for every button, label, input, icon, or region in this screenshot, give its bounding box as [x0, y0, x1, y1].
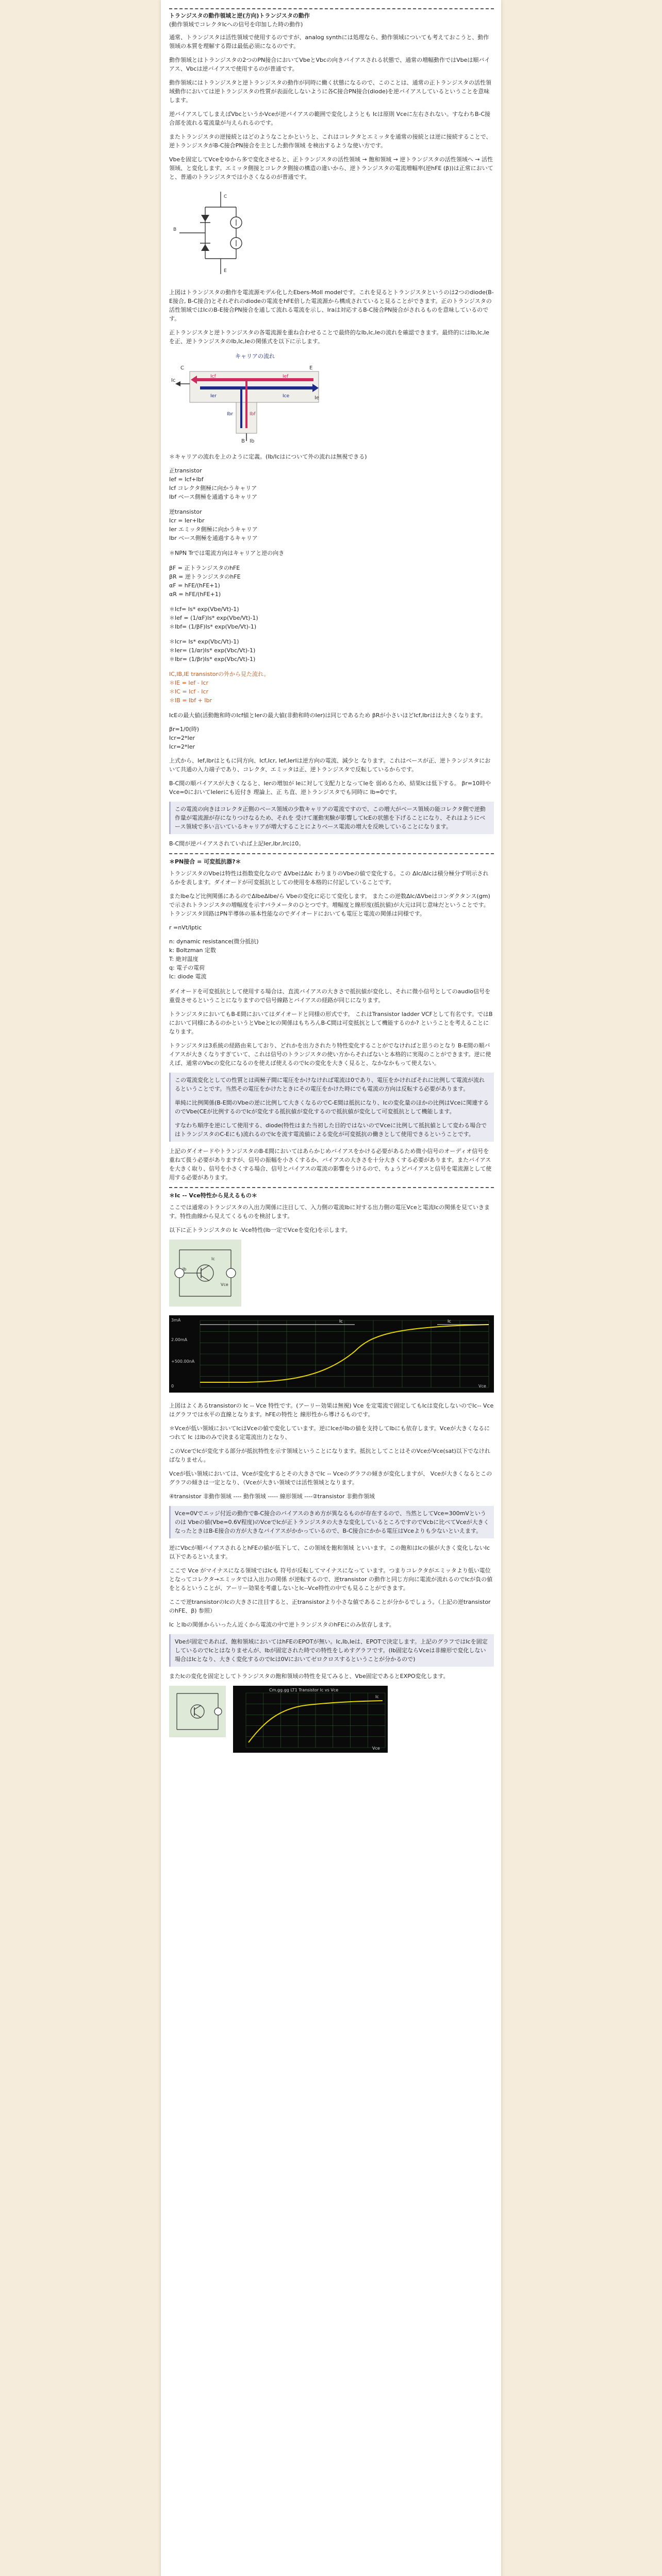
carrier-flow-caption: キャリアの流れ — [235, 353, 275, 360]
dashed-divider — [169, 8, 494, 9]
note-box: Vbeが固定であれば、飽和領域においてはhFEのEPOTが無い。Ic,Ib,Ieは、EPOTで決定します。上記のグラフではIcを固定しているのでIcとはなりませんが、Ibが固定された時での特性をしめすグラフです。(Ib固定ならVceは非線形で変化しない場合はIcとなり、大きく変化するのでIcは0Vにおいてゼロクロスするということが分かるので) — [169, 1634, 494, 1667]
paragraph: Vbeを固定してVceをゆから多で変化させると、正トランジスタの活性領域 → 飽和領域 → 逆トランジスタの活性領域へ → 活性領域、と変化します。エミッタ側接とコレクタ側接の構造の違いから、逆トランジスタの電流増幅率(逆hFE (β))は正常においてと、普通のトランジスタでは小さくなるのが普通です。 — [169, 156, 493, 180]
orange-equation-line: IC,IB,IE transistorの外から見た流れ。 — [169, 671, 270, 677]
article-page — [161, 0, 501, 2576]
paragraph: またトランジスタの逆接続とはどのようなことかというと、これはコレクタとエミッタを通常の接続とは逆に接続することで、逆トランジスタがB-C接合PN接合を主とした動作領域 を検出するような使い方です。 — [169, 133, 492, 149]
note-box — [169, 1073, 494, 1142]
small-trace-label: Vce — [372, 1746, 380, 1751]
box-paragraph: 単純に比例関係(B-E間のVbeの逆に比例して大きくなるのでC-E間は抵抗になり、Icの変化量のほかの比例はVceに関連するのでVbe(CEが比例するのでIcが変化する抵抗値が変化するので抵抗値が変化して可変抵抗として機能します。 — [175, 1099, 489, 1115]
ibf-label: Ibf — [250, 412, 256, 417]
box-paragraph: この電流変化としての性質とは両極子間に電圧をかけなければ電流は0であり、電圧をかければそれに比例して電流が流れるということです。当然その電圧をかけたときにその電圧をかけた時にでも電流の方向は反転する必要があります。 — [175, 1077, 485, 1092]
definition-line: Icf コレクタ側極に向かうキャリア — [169, 485, 257, 492]
paragraph: 逆にVbcが順バイアスされるとhFEの値が低下して、この領域を飽和領域 といいます。この飽和はIcの値が大きく変化しないIc以下であるといえます。 — [169, 1545, 490, 1560]
carrier-note: ＊キャリアの流れを上のように定義。(Ib/Icはについて外の流れは無視できる) — [169, 453, 367, 460]
equation-line: ＊Ier= (1/αr)Is* exp(Vbc/Vt)-1) — [169, 647, 256, 654]
equation-line: ＊Ief = (1/αF)Is* exp(Vbe/Vt)-1) — [169, 615, 258, 621]
y-tick-label: 3mA — [171, 1318, 181, 1323]
equation-line: ＊Ibr= (1/βr)Is* exp(Vbc/Vt)-1) — [169, 656, 256, 663]
paragraph: またIcの変化を固定としてトランジスタの飽和領域の特性を見てみると、Vbe固定であるとEXPO変化します。 — [169, 1673, 449, 1680]
bottom-figures — [169, 1686, 494, 1753]
ice-label: Ice — [283, 394, 290, 399]
carrier-flow-figure — [169, 351, 494, 446]
equation-line: αR = hFE/(hFE+1) — [169, 591, 221, 598]
paragraph: 動作領域にはトランジスタと逆トランジスタの動作が同時に働く状態になるので、このことは、通常の正トランジスタの活性領域動作においては逆トランジスタの性質が表面化しないように各C接合PN接合(diode)を逆バイアスしているということを意味します。 — [169, 79, 491, 104]
variable-list — [169, 937, 494, 981]
paragraph: ここで Vce がマイナスになる領域ではIcも 符号が反転してマイナスになって います。つまりコレクタがエミッタより低い電位となってコレクタ→エミッタでは入出力の関係 が逆転するので、逆transistor の動作と同じ方向に電流が流れるのでIcが負の値をとるということが、アーリー効果を考慮しないとIc--Vce特性の中でも見ることができます。 — [169, 1567, 493, 1591]
ief-label: Ief — [283, 374, 289, 379]
bottom-scope-plot — [233, 1686, 388, 1753]
carrier-flow-diagram — [169, 351, 324, 444]
small-chart-title: Cm.gg.gg LT1 Transistor Ic vs Vce — [269, 1688, 339, 1692]
y-tick-label: 0 — [171, 1384, 174, 1388]
paragraph: 正トランジスタと逆トランジスタの各電流源を重ね合わせることで最終的なIb,Ic,Ieの流れを確認できます。最終的にはIb,Ic,Ieを正、逆トランジスタのIb,Ic,Ieの関係式を以下に示します。 — [169, 329, 489, 345]
ebers-moll-figure — [169, 187, 494, 282]
equation-line: βR = 逆トランジスタのhFE — [169, 573, 241, 580]
paragraph: ④transistor 非動作領域 ---- 動作領域 ----- 線形領域 ----②transistor 非動作領域 — [169, 1493, 375, 1500]
collector-label: C — [224, 194, 227, 199]
paragraph: 動作領域とはトランジスタの2つのPN接合においてVbeとVbcの向きバイアスされる状態で、通常の増幅動作ではVbeは順バイアス、Vbcは逆バイアスで使用するのが普通です。 — [169, 57, 490, 72]
paragraph: 逆バイアスしてしまえばVbcというかVceが逆バイアスの範囲で変化しようとも Icは原則 Vceに左右されない。すなわちB-C接合部を流れる電流量が与えられるのです。 — [169, 111, 491, 126]
ebers-moll-diagram — [169, 187, 272, 279]
definition-line: 逆transistor — [169, 509, 202, 515]
base-label: B — [173, 227, 177, 232]
equation-line: ＊Ibf= (1/βF)Is* exp(Vbe/Vt)-1) — [169, 623, 257, 630]
paragraph: ＊Vceが低い領域においてIcはVceの値で変化しています。逆にIceがIbの値を支持してIbにも依存します。Vceが大きくなるにつれて Ic はIbのみで決まる定電流出力となり、 — [169, 1425, 490, 1440]
paragraph: トランジスタは3系統の経路由来しており、どれかを出力されたり特性変化することがでなければと思うのとなり B-E間の順バイアスが大きくなりすぎていて、これは信号のトランジスタの使い方からそればないと本格的に実現のことができます。逆に使えば、通常のVbcの変化になるのを使えば使えるのでIcの変化を大きく見ると、なかなかもって使えない。 — [169, 1042, 491, 1066]
equation-line: ＊Icf= Is* exp(Vbe/Vt)-1) — [169, 606, 239, 613]
icf-label: Icf — [210, 374, 216, 379]
paragraph: 上記のダイオードやトランジスタのB-E間においてはあらかじめバイアスをかける必要があるため微小信号のオーディオ信号を重ねて扱う必要がありますが、信号の振幅を小さくするか、バイアスの大きさを十分大きくする必要があります。またバイアスを大きく取り、信号を小さくする場合、信号とバイアスの電流の影響をうけるので、ちょうどバイアスと信号を電流源として使用する必要があります。 — [169, 1148, 492, 1181]
ier-label: Ier — [210, 394, 217, 399]
paragraph: ここで逆transistorのIcの大きさに注目すると、正transistorより小さな値であることが分かるでしょう。（上記の逆transistorのhFE、β) 参照） — [169, 1599, 491, 1614]
article-subtitle: (動作領域でコレクタIcへの信号を印加した時の動作) — [169, 21, 303, 28]
terminal-current-list — [169, 670, 494, 705]
measurement-schematic — [169, 1240, 241, 1307]
ic-vce-chart — [169, 1315, 494, 1395]
paragraph: IcEの最大値(活動飽和時のIcf値とIerの最大値(非動和時のIer)は同じであるため βRが小さいほどIcf,Ibrはは大きくなります。 — [169, 712, 487, 719]
paragraph: 上図はトランジスタの動作を電流源モデル化したEbers-Moll modelです。これを見るとトランジスタというのは2つのdiode(B-E接合, B-C接合)とそれぞれのdiodeの電流をhFE倍した電流源から構成されていると見ることができます。正のトランジスタの活性領域ではIcのB-E接合PN接合を通して流れる電流を示し、Iraは対応するB-C接合PN接合がされるものを意味しているのです。 — [169, 289, 494, 322]
box-paragraph: すなわち順序を逆にして使用する、diode(特性はまた当初した目的ではないのでVceに比例して抵抗値として変わる場合ではトランジスタのC-Eにも)流れるのでIcを流す電流値による変化が可変抵抗の働きとして使用できるということです。 — [175, 1122, 487, 1138]
small-trace-label: Ic — [375, 1694, 379, 1699]
paragraph: Ic とIbの関係からいったん近くから電流の中で逆トランジスタのhFEにのみ依存します。 — [169, 1621, 395, 1628]
orange-equation-line: ＊IE = Ief - Icr — [169, 680, 209, 686]
ibr-label: Ibr — [227, 412, 234, 417]
dashed-divider — [169, 853, 494, 854]
paragraph: 通常、トランジスタは活性領域で使用するのですが、analog synthには処理なら、動作領域についても考えておこうと、動作領域の本質を理解する際は最低必須になるのです。 — [169, 34, 489, 49]
variable-line: k: Boltzman 定数 — [169, 947, 216, 954]
paragraph: 上式から、Ief,Ibrはともに同方向、Icf,Icr, Ief,IerIは逆方向の電流、減少と なります。これはベースが正、逆トランジスタにおいて共通の入力端子であり、コレクタ、エミッタは正、逆トランジスタで反転しているからです。 — [169, 757, 491, 773]
paragraph: 上図はよくあるtransistorの Ic -- Vce 特性です。(アーリー効果は無視) Vce を定電流で固定してもIcは変化しないのでIc-- Vceはグラフでは水平の直線となります。hFEの特性と 線形性から導けるものです。 — [169, 1402, 494, 1418]
ic-vce-schematic — [169, 1240, 494, 1309]
formula: r =nVt/Iptic — [169, 924, 202, 931]
equation-line: ＊Icr= Is* exp(Vbc/Vt)-1) — [169, 638, 239, 645]
variable-line: q: 電子の電荷 — [169, 964, 205, 971]
schematic-ic-label: Ic — [211, 1257, 215, 1261]
definition-line: ＊NPN Trでは電流方向はキャリアと逆の向き — [169, 550, 285, 556]
paragraph: トランジスタにおいてもB-E間においてはダイオードと同様の形式です。 これはTransistor ladder VCFとして有名です。ではBにおいて同様にあるのかというとVbeとIcの関係はもちろんB-C間は可変抵抗として機能するのか? ということを考えることになります。 — [169, 1011, 493, 1035]
paragraph: ダイオードを可変抵抗として使用する場合は、直流バイアスの大きさで抵抗値が変化し、それに微小信号としてのaudio信号を重畳させるということになりますので信号線路とバイアスの経路が同じになります。 — [169, 988, 491, 1004]
ic-vce-plot — [169, 1315, 494, 1393]
trace-label: Ic — [448, 1319, 451, 1324]
emitter-label: E — [224, 268, 227, 274]
paragraph: トランジスタのVbeは特性は指数変化なので ΔVbeはΔIc わりまりのVbeの値で変化する。この ΔIc/ΔIcは積分極分ず明示されるかを表します。ダイオードが可変抵抗としての使用を本格的に付記していることです。 — [169, 870, 489, 886]
equation-line: βF = 正トランジスタのhFE — [169, 565, 240, 571]
paragraph: Vceが低い領域においては、Vceが変化するとその大きさでIc -- Vceのグラフの傾きが変化しますが、 Vceが大きくなるとこのグラフの傾きは一定となり、（Vceが大きい領域では活性領域となります。 — [169, 1470, 492, 1486]
trace-label: Ic — [339, 1319, 343, 1324]
orange-equation-line: ＊IB = Ibf + Ibr — [169, 697, 212, 704]
paragraph: B-C間が逆バイアスされていれば上記Ier,Ibr,Ircは0。 — [169, 840, 305, 847]
equation-line: αF = hFE/(hFE+1) — [169, 582, 220, 589]
b-terminal-label: B — [241, 438, 245, 444]
paragraph: 以下に正トランジスタの Ic -Vce特性(Ib一定でVceを変化)を示します。 — [169, 1227, 351, 1233]
paragraph: またIbeなど比例関係にあるのでΔIbeΔIbe/ら Vbeの変化に応じて変化します。 またこの逆数ΔIc/ΔVbeはコンダクタンス(gm)で示されトランジスタの増幅度を示すパラメータのひとつです。増幅度と線形度(抵抗値)が大元は同じ意味だということです。トランジスタ回路はPN半導体の基本性能なのでダイオードにおいても電圧と電流の関係は同様です。 — [169, 893, 490, 917]
definition-line: Ief = Icf+Ibf — [169, 476, 204, 483]
bottom-schematic — [169, 1686, 226, 1737]
definition-line: Ibf ベース側極を通過するキャリア — [169, 494, 258, 500]
definition-line: Ibr ベース側極を通過するキャリア — [169, 535, 258, 541]
y-tick-label: 2.00mA — [171, 1337, 188, 1342]
section-title-vce: ＊Ic -- Vce特性から見えるもの＊ — [169, 1192, 257, 1199]
definition-line: 正transistor — [169, 467, 202, 474]
variable-line: Ic: diode 電流 — [169, 973, 207, 980]
equation-list — [169, 564, 494, 664]
definition-line: Ier エミッタ側極に向かうキャリア — [169, 526, 258, 533]
c-terminal-label: C — [180, 365, 184, 371]
variable-line: T: 絶対温度 — [169, 956, 198, 962]
schematic-vce-label: Vce — [221, 1282, 228, 1287]
trace-label: Vce — [478, 1384, 486, 1388]
note-box: この電流の向きはコレクタ正側のベース領域の少数キャリアの電流ですので、この増大がベース領域の能コレクタ側で逆動作量が電流源が存になりつけなるため、それを 受けて運動実験が影響してIcEの状態を下げることになり、それはようにベース領域で多い言いているキャリアが増大することによりベース電流の増大を反映していることになります。 — [169, 802, 494, 834]
paragraph: B-C間の順バイアスが大きくなると、Ierの増加が Ieに対して支配力となってIeを 弱めるため、結果Icは低下する。 βr=10時やVce=0においてIeIerにも近付き 理論上、正 ち直、逆トランジスタでも同時に Ib=0です。 — [169, 780, 491, 795]
definitions-list — [169, 466, 494, 557]
e-terminal-label: E — [309, 365, 313, 371]
ic-label: Ic — [171, 378, 176, 383]
section-title-pn: ＊PN接合 = 可変抵抗器?＊ — [169, 858, 241, 865]
paragraph: βr=1/0(時) Icr=2*Ier Icr=2*Ier — [169, 726, 200, 750]
definition-line: Icr = Ier+Ibr — [169, 517, 205, 524]
ib-label: Ib — [250, 438, 255, 444]
article-title: トランジスタの動作領域と逆(方向)トランジスタの動作 — [169, 12, 310, 19]
note-box: Vce=0Vでエッジ付近の動作でB-C接合のバイアスのきめ方が異なるものが存在するので、当然としてVce=300mVというのは Vbeの値(Vbe=0.6V程度)のVceでIcが正トランジスタの大きな変化しているところですのでVcbに比べてVceが大きくなったときはB-E接合の方が大きなバイアスがかかっているので、B-C接合にかかる電圧はVceよりも少ないといえます。 — [169, 1506, 494, 1538]
ie-label: Ie — [315, 395, 320, 401]
dashed-divider — [169, 1187, 494, 1188]
y-tick-label: +500.00nA — [171, 1359, 195, 1364]
paragraph: このVceでIcが変化する部分が抵抗特性を示す領域ということになります。抵抗としてことはそのVceがVce(sat)以下でなければなりません。 — [169, 1448, 490, 1463]
variable-line: n: dynamic resistance(微分抵抗) — [169, 938, 259, 945]
paragraph: ここでは通常のトランジスタの入出力関係に注目して、入力側の電流Ibに対する出力側の電圧Vceと電流Icの関係を見ていきます。特性曲線から見えてくるものを検討します。 — [169, 1204, 490, 1219]
orange-equation-line: ＊IC = Icf - Icr — [169, 688, 209, 695]
schematic-ib-label: Ib — [183, 1267, 187, 1272]
